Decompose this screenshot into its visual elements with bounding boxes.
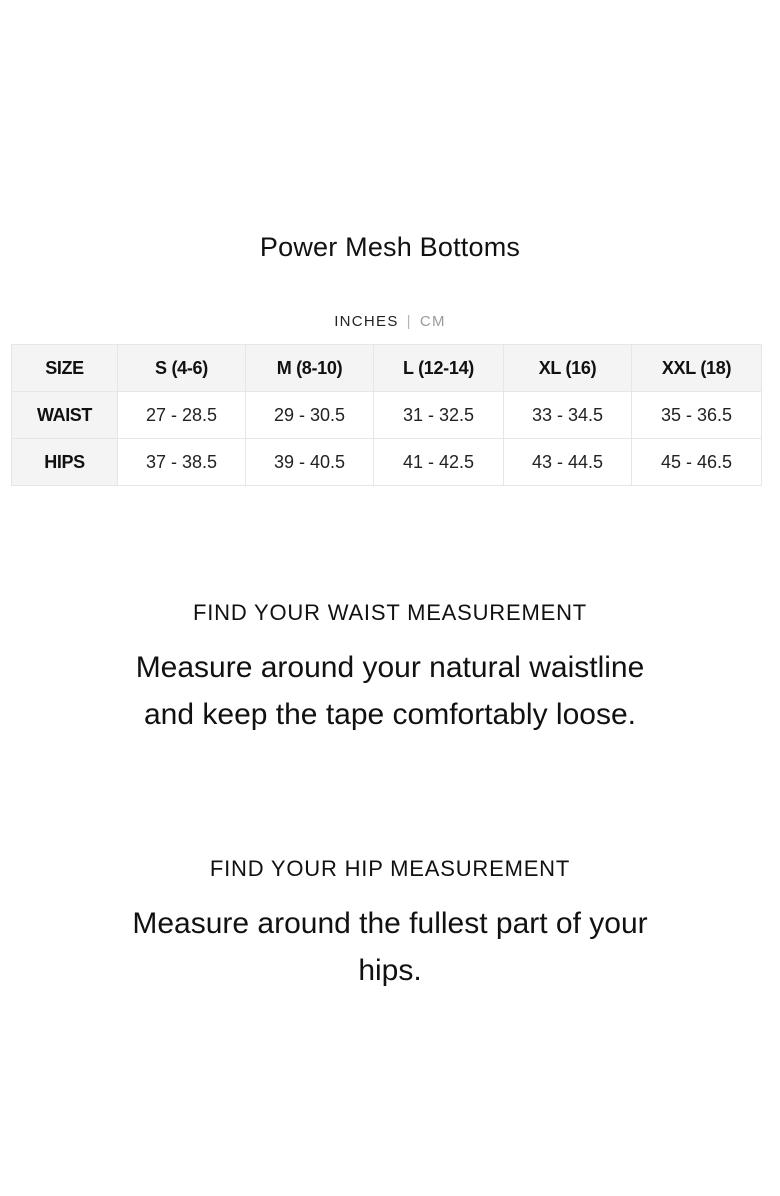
table-cell: 37 - 38.5 <box>118 439 246 486</box>
table-cell: 45 - 46.5 <box>632 439 762 486</box>
unit-toggle <box>0 313 780 330</box>
waist-heading: FIND YOUR WAIST MEASUREMENT <box>193 600 587 625</box>
header-size-m: M (8-10) <box>246 345 374 392</box>
page-title: Power Mesh Bottoms <box>259 232 521 262</box>
header-size: SIZE <box>12 345 118 392</box>
unit-cm-button[interactable]: CM <box>419 313 446 330</box>
hip-instructions: Measure around the fullest part of your hips. <box>132 907 648 987</box>
waist-measurement-section <box>0 600 780 738</box>
unit-inches-button[interactable]: INCHES <box>334 313 399 330</box>
row-label-hips: HIPS <box>12 439 118 486</box>
hip-heading: FIND YOUR HIP MEASUREMENT <box>209 856 571 881</box>
hip-measurement-section <box>0 856 780 994</box>
header-size-xxl: XXL (18) <box>632 345 762 392</box>
unit-separator: | <box>406 313 412 330</box>
table-cell: 29 - 30.5 <box>246 392 374 439</box>
size-chart-table <box>11 344 762 486</box>
table-cell: 35 - 36.5 <box>632 392 762 439</box>
table-row-hips <box>12 439 762 486</box>
table-cell: 41 - 42.5 <box>374 439 504 486</box>
header-size-xl: XL (16) <box>504 345 632 392</box>
table-cell: 43 - 44.5 <box>504 439 632 486</box>
table-row-waist <box>12 392 762 439</box>
header-size-s: S (4-6) <box>118 345 246 392</box>
waist-instructions: Measure around your natural waistline and keep the tape comfortably loose. <box>135 651 645 731</box>
table-header-row <box>12 345 762 392</box>
row-label-waist: WAIST <box>12 392 118 439</box>
table-cell: 27 - 28.5 <box>118 392 246 439</box>
table-cell: 31 - 32.5 <box>374 392 504 439</box>
table-cell: 39 - 40.5 <box>246 439 374 486</box>
header-size-l: L (12-14) <box>374 345 504 392</box>
table-cell: 33 - 34.5 <box>504 392 632 439</box>
